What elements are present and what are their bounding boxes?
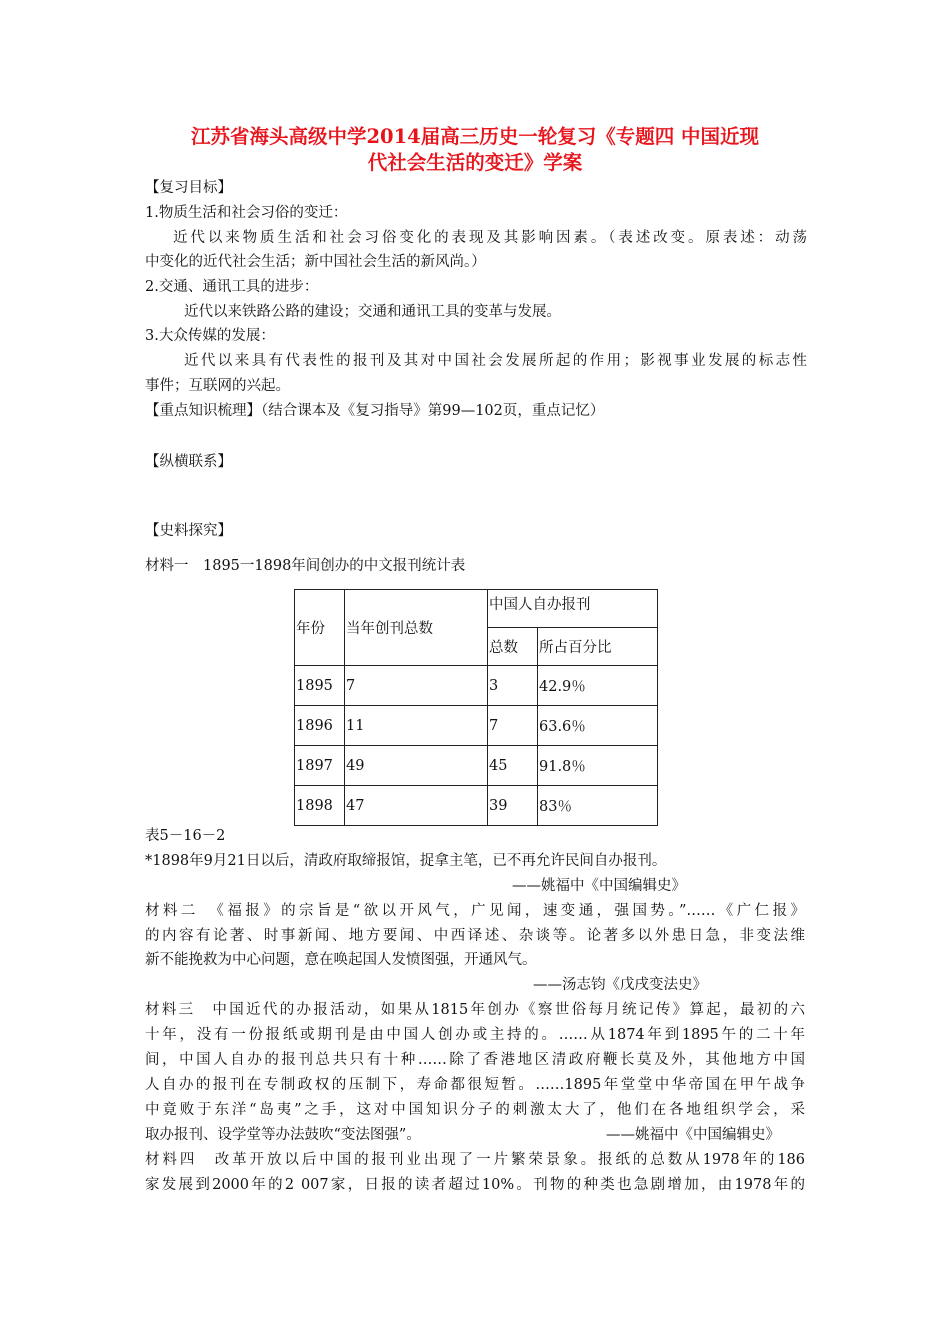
header-chinese-run: 中国人自办报刊 [488, 590, 658, 628]
material-2-source: ——汤志钧《戊戌变法史》 [533, 977, 707, 993]
cell-percent: 83％ [538, 786, 658, 826]
goal-2-text: 近代以来铁路公路的建设；交通和通讯工具的变革与发展。 [184, 304, 561, 320]
cell-total: 47 [345, 786, 488, 826]
material-3-line-f: 取办报刊、设学堂等办法鼓吹“变法图强”。 [145, 1127, 421, 1143]
cell-count: 45 [488, 746, 538, 786]
goal-1-text-a: 近代以来物质生活和社会习俗变化的表现及其影响因素。（表述改变。原表述：动荡 [173, 230, 807, 246]
cell-year: 1896 [295, 706, 345, 746]
goal-3-text-a: 近代以来具有代表性的报刊及其对中国社会发展所起的作用；影视事业发展的标志性 [184, 353, 807, 369]
cell-year: 1895 [295, 666, 345, 706]
goal-1-title: 1.物质生活和社会习俗的变迁： [145, 205, 348, 221]
material-3-line-b: 十年，没有一份报纸或期刊是由中国人创办或主持的。……从1874年到1895午的二十年 [145, 1027, 805, 1043]
document-title-line-1: 江苏省海头高级中学2014届高三历史一轮复习《专题四 中国近现 [190, 125, 760, 148]
cell-count: 3 [488, 666, 538, 706]
cell-percent: 63.6％ [538, 706, 658, 746]
material-3-source: ——姚福中《中国编辑史》 [606, 1127, 780, 1143]
key-knowledge-line [145, 401, 604, 421]
cell-count: 39 [488, 786, 538, 826]
material-1-caption: 材料一 1895一1898年间创办的中文报刊统计表 [145, 558, 466, 574]
table-row [295, 786, 658, 826]
cell-count: 7 [488, 706, 538, 746]
header-count: 总数 [488, 628, 538, 666]
material-2-line-c: 新不能挽救为中心问题，意在唤起国人发愤图强，开通风气。 [145, 952, 537, 968]
material-2-line-b: 的内容有论著、时事新闻、地方要闻、中西译述、杂谈等。论著多以外患日急，非变法维 [145, 928, 805, 944]
material-3-line-e: 中竟败于东洋“岛夷”之手，这对中国知识分子的刺激太大了，他们在各地组织学会，采 [145, 1102, 805, 1118]
connections-heading: 【纵横联系】 [145, 454, 232, 470]
cell-year: 1897 [295, 746, 345, 786]
material-3-line-a: 材料三 中国近代的办报活动，如果从1815年创办《察世俗每月统记传》算起，最初的六 [145, 1002, 805, 1018]
table-row [295, 746, 658, 786]
key-knowledge-note: （结合课本及《复习指导》第99—102页，重点记忆） [261, 403, 605, 419]
review-goals-heading: 【复习目标】 [145, 180, 232, 196]
newspaper-stats-table [294, 589, 658, 826]
material-4-line-b: 家发展到2000年的2 007家，日报的读者超过10%。刊物的种类也急剧增加，由1978年的 [145, 1177, 805, 1193]
material-3-line-d: 人自办的报刊在专制政权的压制下，寿命都很短暂。……1895年堂堂中华帝国在甲午战争 [145, 1077, 805, 1093]
material-2-line-a: 材料二 《福报》的宗旨是“欲以开风气，广见闻，速变通，强国势。”……《广仁报》 [145, 903, 805, 919]
header-year: 年份 [295, 590, 345, 666]
key-knowledge-heading: 【重点知识梳理】 [145, 403, 261, 419]
goal-1-text-b: 中变化的近代社会生活；新中国社会生活的新风尚。） [145, 254, 486, 270]
cell-percent: 42.9％ [538, 666, 658, 706]
material-1-note: *1898年9月21日以后，清政府取缔报馆，捉拿主笔，已不再允许民间自办报刊。 [145, 853, 667, 869]
document-title-line-2: 代社会生活的变迁》学案 [367, 151, 583, 174]
cell-year: 1898 [295, 786, 345, 826]
exploration-heading: 【史料探究】 [145, 523, 232, 539]
table-label: 表5－16－2 [145, 828, 226, 844]
table-header-row [295, 590, 658, 628]
cell-total: 49 [345, 746, 488, 786]
cell-percent: 91.8％ [538, 746, 658, 786]
material-3-line-c: 间，中国人自办的报刊总共只有十种……除了香港地区清政府鞭长莫及外，其他地方中国 [145, 1052, 805, 1068]
table-row [295, 666, 658, 706]
cell-total: 11 [345, 706, 488, 746]
goal-3-title: 3.大众传媒的发展： [145, 328, 275, 344]
cell-total: 7 [345, 666, 488, 706]
table-row [295, 706, 658, 746]
goal-3-text-b: 事件；互联网的兴起。 [145, 378, 290, 394]
header-total: 当年创刊总数 [345, 590, 488, 666]
material-1-source: ——姚福中《中国编辑史》 [512, 878, 686, 894]
header-percent: 所占百分比 [538, 628, 658, 666]
material-4-line-a: 材料四 改革开放以后中国的报刊业出现了一片繁荣景象。报纸的总数从1978年的186 [145, 1152, 805, 1168]
goal-2-title: 2.交通、通讯工具的进步： [145, 279, 319, 295]
